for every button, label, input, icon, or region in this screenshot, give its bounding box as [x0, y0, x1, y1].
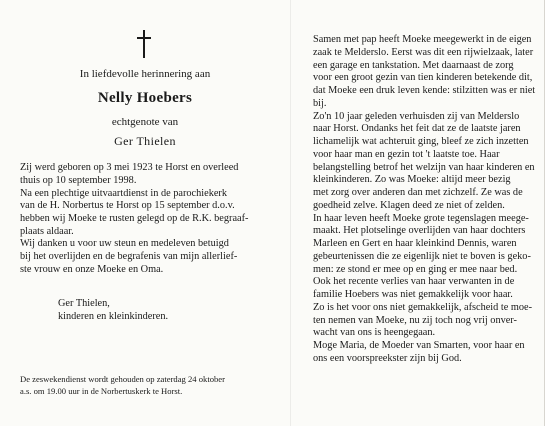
- text-line: naar Horst. Ondanks het feit dat ze de laatste jaren: [313, 123, 521, 135]
- text-line: kleinkinderen. Zo was Moeke: altijd meer bezig: [313, 174, 511, 186]
- text-line: Zo is het voor ons niet gemakkelijk, afscheid te moe-: [313, 301, 533, 313]
- text-line: Na een plechtige uitvaartdienst in de parochiekerk: [20, 187, 227, 199]
- biography-paragraph: [20, 162, 280, 239]
- text-line: kinderen en kleinkinderen.: [58, 310, 169, 322]
- card-fold: [290, 0, 291, 426]
- text-line: bij.: [313, 97, 327, 109]
- text-line: goedheid zelve. Klagen deed ze niet of zelden.: [313, 199, 505, 211]
- text-line: ten nemen van Moeke, nu zij toch nog vrij onver-: [313, 314, 517, 326]
- cross-icon: [137, 30, 151, 58]
- text-line: hebben wij Moeke te rusten gelegd op de R.K. begraaf-: [20, 213, 249, 225]
- text-line: bij het overlijden en de begrafenis van mijn allerlief-: [20, 250, 238, 262]
- thanks-paragraph: [20, 238, 280, 276]
- deceased-name: Nelly Hoebers: [97, 90, 193, 106]
- text-line: een garage en tankstation. Met daarnaast de zorg: [313, 59, 514, 71]
- text-line: gebeurtenissen die ze eigenlijk niet te boven is geko-: [313, 250, 531, 262]
- text-line: men: ze stond er mee op en ging er mee naar bed.: [313, 263, 518, 275]
- text-line: wacht van ons is heengegaan.: [313, 327, 436, 339]
- text-line: Ger Thielen,: [58, 298, 110, 309]
- text-line: zaak te Melderslo. Eerst was dit een rijwielzaak, later: [313, 46, 534, 58]
- text-line: maakt. Het plotselinge overlijden van haar dochters: [313, 225, 526, 237]
- text-line: De zeswekendienst wordt gehouden op zaterdag 24 oktober: [20, 374, 225, 384]
- text-line: Samen met pap heeft Moeke meegewerkt in de eigen: [313, 34, 532, 45]
- text-line: Zij werd geboren op 3 mei 1923 te Horst en overleed: [20, 162, 239, 173]
- right-page: [313, 34, 535, 366]
- text-line: Zo'n 10 jaar geleden verhuisden zij van Melderslo: [313, 110, 520, 122]
- text-line: van de H. Norbertus te Horst op 15 september d.o.v.: [20, 200, 235, 212]
- text-line: dat Moeke een druk leven kende: stilzitten was er niet: [313, 85, 536, 96]
- text-line: ons een voorspreekster zijn bij God.: [313, 352, 462, 364]
- service-footnote: [20, 374, 282, 397]
- text-line: familie Hoebers was niet gemakkelijk voor haar.: [313, 289, 513, 300]
- text-line: lichamelijk wat achteruit ging, bleef ze zich inzetten: [313, 136, 529, 147]
- text-line: In haar leven heeft Moeke grote tegenslagen meege-: [313, 212, 529, 224]
- text-line: Marleen en Gert en haar kleinkind Dennis, waren: [313, 238, 517, 249]
- text-line: voor een groot gezin van tien kinderen betekende dit,: [313, 72, 533, 84]
- text-line: met zorg over anderen dan met zichzelf. Ze was de: [313, 187, 523, 198]
- text-line: a.s. om 19.00 uur in de Norbertuskerk te Horst.: [20, 385, 183, 396]
- text-line: thuis op 10 september 1998.: [20, 174, 137, 186]
- text-line: belangstelling betrof het welzijn van haar kinderen en: [313, 161, 535, 173]
- spouse-label: echtgenote van: [111, 116, 179, 128]
- text-line: Ook het recente verlies van haar verwanten in de: [313, 276, 515, 288]
- text-line: ste vrouw en onze Moeke en Oma.: [20, 263, 164, 275]
- text-line: voor haar man en gezin tot 't laatste toe. Haar: [313, 148, 500, 160]
- text-line: Wij danken u voor uw steun en medeleven betuigd: [20, 238, 229, 249]
- intro-text: In liefdevolle herinnering aan: [79, 68, 211, 80]
- text-line: plaats aldaar.: [20, 225, 74, 237]
- signature-block: [58, 298, 278, 324]
- text-line: Moge Maria, de Moeder van Smarten, voor haar en: [313, 340, 525, 351]
- spouse-name: Ger Thielen: [114, 134, 176, 148]
